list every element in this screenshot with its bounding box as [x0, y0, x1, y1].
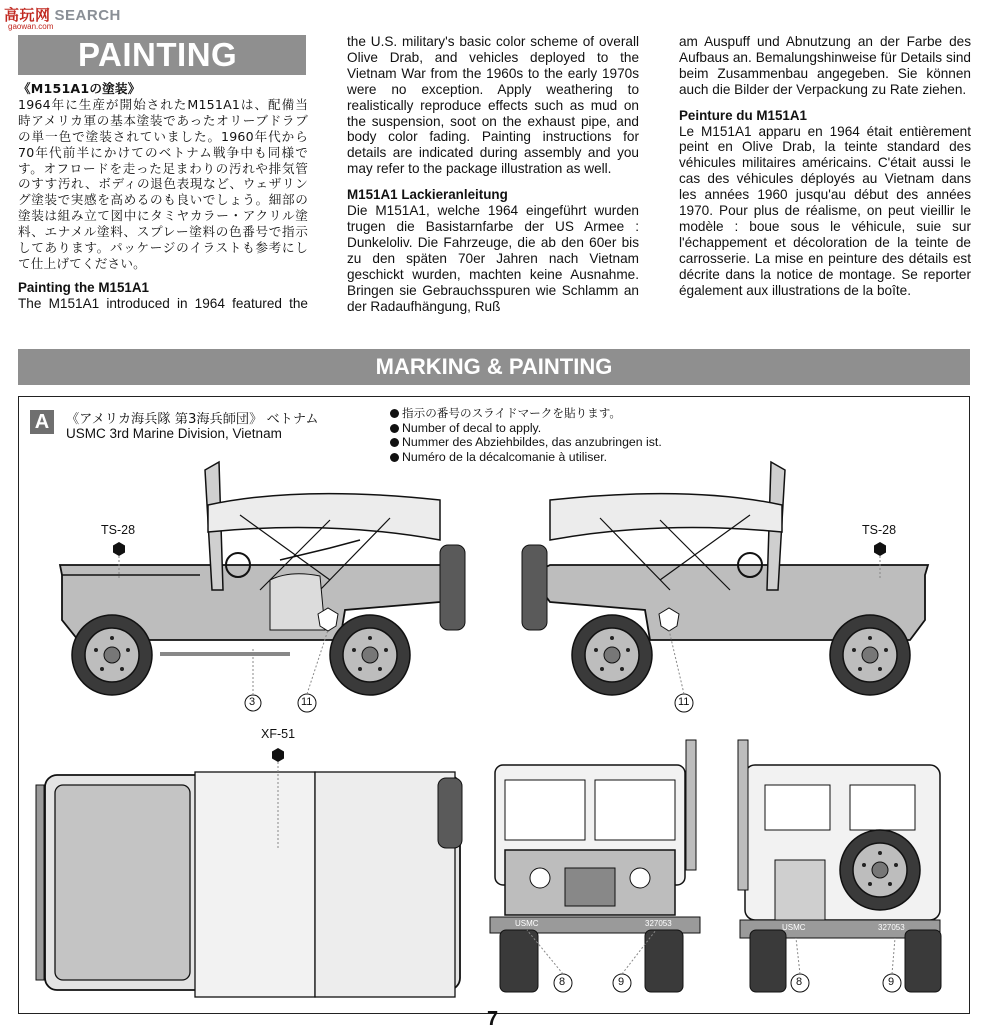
front-view — [490, 740, 700, 992]
de-body: Die M151A1, welche 1964 eingeführt wurden trugen die Basistarnfarbe der US Armee : Dunkeloliv. Die Fahrzeuge, die ab den 60er bis zu den späten 70er Jahren nach Vietnam geschickt wurden, machten keine Ausnahme. Bringen sie Gebrauchsspuren wie Schlamm an der Radaufhängung, Ruß — [347, 203, 639, 314]
scheme-title-jp: 《アメリカ海兵隊 第3海兵師団》 ベトナム — [66, 412, 319, 427]
fr-heading: Peinture du M151A1 — [679, 107, 807, 123]
side-view-left — [60, 462, 465, 712]
decal-number: 9 — [618, 976, 625, 988]
marking-title: MARKING & PAINTING — [375, 354, 613, 379]
en-body-continued: the U.S. military's basic color scheme of overall Olive Drab, and vehicles deployed to the Vietnam War from the 1960s to the early 1970s were no exception. Apply weathering to realistically reproduce effects such as mud on the suspension, soot on the exhaust pipe, and body color fading. Painting instructions for details are indicated during assembly and you may refer to the package illustration as well. — [347, 34, 639, 177]
color-code-left: TS-28 — [101, 523, 136, 537]
plate-front-right: 327053 — [645, 919, 672, 928]
rear-view — [738, 740, 941, 992]
side-view-right — [522, 462, 928, 712]
decal-number: 11 — [678, 696, 690, 708]
note-en: Number of decal to apply. — [402, 420, 542, 435]
watermark-brand-cn: 高玩网 — [4, 7, 51, 24]
en-heading: Painting the M151A1 — [18, 279, 149, 295]
fr-body: Le M151A1 apparu en 1964 était entièrement peint en Olive Drab, la teinte standard des véhicules militaires américains. C'était aussi le cas des véhicules déployés au Vietnam dans les années 1960 jusqu'au début des années 1970. Pour plus de réalisme, on peut vieillir le modèle : boue sous le véhicule, suie sur l'échappement et décoloration de la teinte de carrosserie. La mise en peinture des détails est décrite dans la notice de montage. Se reporter également aux illustrations de la boîte. — [679, 123, 971, 298]
jp-body: 1964年に生産が開始されたM151A1は、配備当時アメリカ軍の基本塗装であったオリーブドラブの単一色で塗装されていました。1960年代から70年代前半にかけてのベトナム戦争中も同様です。オフロードを走った足まわりの汚れや排気管のすす汚れ、ボディの退色表現など、ウェザリング塗装で実感を高めるのも良いでしょう。細部の塗装は組み立て図中にタミヤカラー・アクリル塗料、エナメル塗料、スプレー塗料の色番号で指示してあります。パッケージのイラストも参考にして仕上げてください。 — [18, 96, 308, 271]
plate-rear-left: USMC — [782, 923, 806, 932]
decal-number: 9 — [888, 976, 895, 988]
page-number: 7 — [487, 1008, 499, 1030]
decal-number: 8 — [559, 976, 566, 988]
scheme-title-en: USMC 3rd Marine Division, Vietnam — [66, 426, 282, 441]
top-view — [36, 748, 462, 997]
de-heading: M151A1 Lackieranleitung — [347, 187, 508, 203]
decal-number: 11 — [301, 696, 313, 708]
decal-number: 8 — [796, 976, 803, 988]
jp-heading: 《M151A1の塗装》 — [18, 81, 141, 96]
scheme-letter: A — [30, 410, 54, 434]
note-jp: 指示の番号のスライドマークを貼ります。 — [402, 406, 622, 420]
plate-front-left: USMC — [515, 919, 539, 928]
note-de: Nummer des Abziehbildes, das anzubringen ist. — [402, 435, 662, 450]
plate-rear-right: 327053 — [878, 923, 905, 932]
decal-number: 3 — [249, 696, 256, 708]
en-body: The M151A1 introduced in 1964 featured the — [18, 295, 308, 311]
watermark-url: gaowan.com — [8, 22, 54, 31]
watermark-brand-en: SEARCH — [54, 7, 121, 24]
color-code-top: XF-51 — [261, 727, 296, 741]
painting-title: PAINTING — [78, 36, 238, 73]
de-body-continued: am Auspuff und Abnutzung an der Farbe des Aufbaus an. Bemalungshinweise für Details sind beim Zusammenbau angegeben. Sie können auch die Bilder der Verpackung zu Rate ziehen. — [679, 34, 971, 97]
note-fr: Numéro de la décalcomanie à utiliser. — [402, 449, 608, 464]
color-code-right: TS-28 — [862, 523, 897, 537]
